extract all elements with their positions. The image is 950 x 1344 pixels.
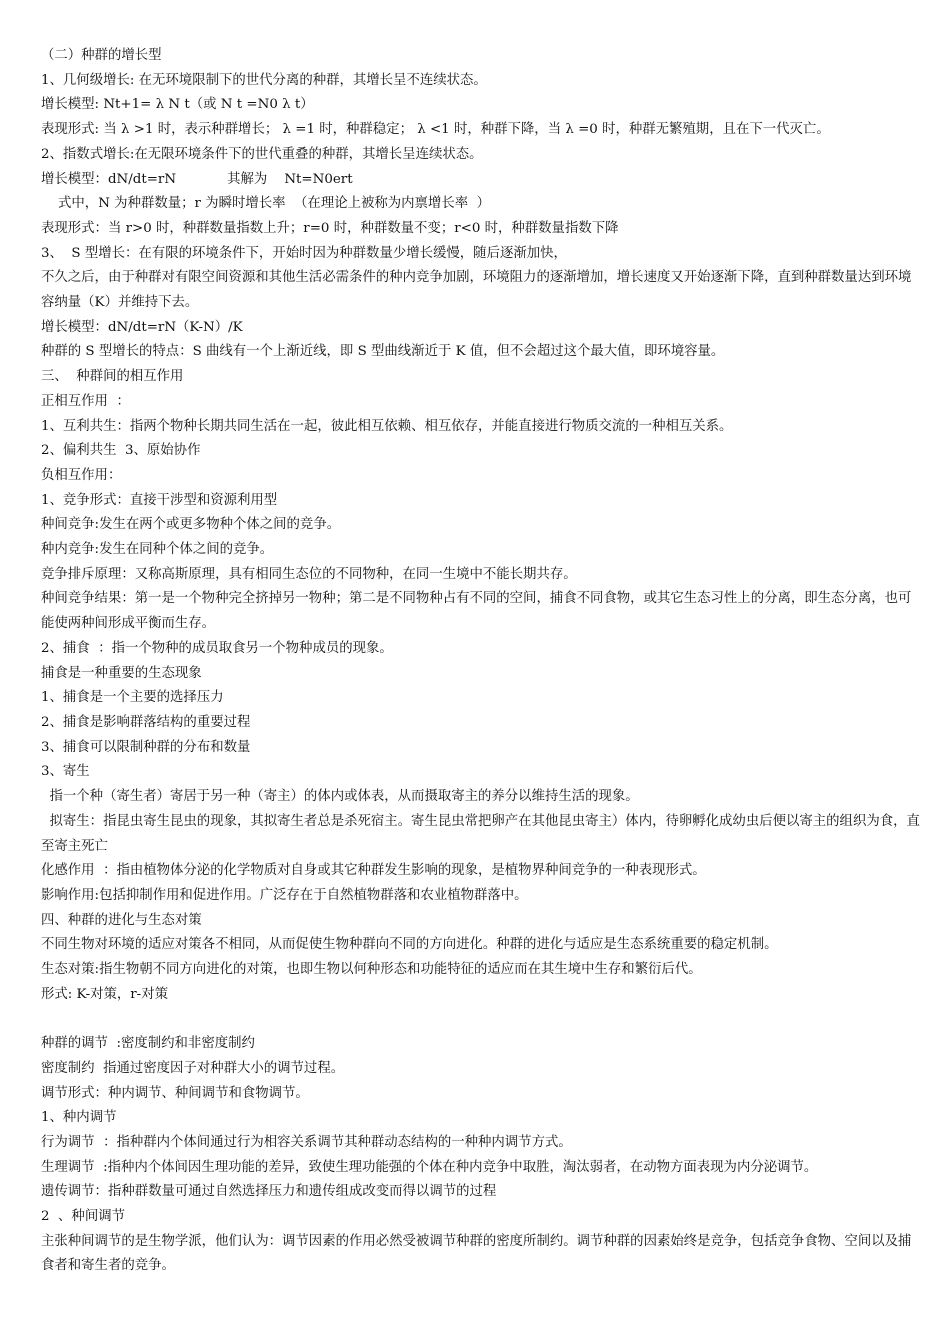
paragraph-commensalism: 2、偏利共生 3、原始协作: [41, 443, 201, 459]
paragraph-biological-school: 主张种间调节的是生物学派，他们认为：调节因素的作用必然受被调节种群的密度所制约。调节种群的因素始终是竞争，包括竞争食物、空间以及捕食者和寄生者的竞争。: [41, 1233, 912, 1274]
paragraph-mutualism: 1、互利共生：指两个物种长期共同生活在一起，彼此相互依赖、相互依存，并能直接进行物质交流的一种相互关系。: [41, 418, 733, 434]
paragraph-interspecific-competition: 种间竞争:发生在两个或更多物种个体之间的竞争。: [41, 517, 341, 533]
section-heading-evolution-strategies: 四、种群的进化与生态对策: [41, 912, 202, 928]
paragraph-exponential-growth: 2、指数式增长:在无限环境条件下的世代重叠的种群，其增长呈连续状态。: [41, 146, 483, 162]
paragraph-predation: 2、捕食 ：指一个物种的成员取食另一个物种成员的现象。: [41, 640, 393, 656]
paragraph-predation-importance: 捕食是一种重要的生态现象: [41, 665, 202, 681]
paragraph-geometric-model: 增长模型: Nt+1= λ N t（或 N t =N0 λ t）: [41, 97, 314, 113]
paragraph-regulation-forms: 调节形式：种内调节、种间调节和食物调节。: [41, 1085, 309, 1101]
paragraph-s-growth-continued: 不久之后，由于种群对有限空间资源和其他生活必需条件的种内竞争加剧，环境阻力的逐渐增加，增长速度又开始逐渐下降，直到种群数量达到环境容纳量（K）并维持下去。: [41, 270, 912, 311]
paragraph-exponential-variables: 式中，N 为种群数量；r 为瞬时增长率 （在理论上被称为内禀增长率 ）: [41, 196, 491, 212]
paragraph-logistic-model: 增长模型：dN/dt=rN（K-N）/K: [41, 319, 243, 335]
subheading-negative-interactions: 负相互作用：: [41, 467, 122, 483]
section-heading-interactions: 三、 种群间的相互作用: [41, 369, 184, 385]
paragraph-allelopathy-effects: 影响作用:包括抑制作用和促进作用。广泛存在于自然植物群落和农业植物群落中。: [41, 887, 528, 903]
paragraph-parasitoidism: 拟寄生：指昆虫寄生昆虫的现象，其拟寄生者总是杀死宿主。寄生昆虫常把卵产在其他昆虫寄主）体内，待卵孵化成幼虫后便以寄主的组织为食，直至寄主死亡: [41, 813, 920, 854]
paragraph-behavioral-regulation: 行为调节 ：指种群内个体间通过行为相容关系调节其种群动态结构的一种种内调节方式。: [41, 1134, 572, 1150]
list-item-predation-1: 1、捕食是一个主要的选择压力: [41, 690, 224, 706]
paragraph-intraspecific-competition: 种内竞争:发生在同种个体之间的竞争。: [41, 542, 274, 558]
list-item-predation-2: 2、捕食是影响群落结构的重要过程: [41, 714, 251, 730]
list-item-predation-3: 3、捕食可以限制种群的分布和数量: [41, 739, 251, 755]
paragraph-s-growth: 3、 S 型增长：在有限的环境条件下，开始时因为种群数量少增长缓慢，随后逐渐加快，: [41, 245, 567, 261]
paragraph-competitive-exclusion: 竞争排斥原理：又称高斯原理，具有相同生态位的不同物种，在同一生境中不能长期共存。: [41, 566, 577, 582]
paragraph-competition-forms: 1、竞争形式：直接干涉型和资源利用型: [41, 492, 278, 508]
paragraph-exponential-forms: 表现形式：当 r>0 时，种群数量指数上升；r=0 时，种群数量不变；r<0 时，种群数量指数下降: [41, 220, 619, 236]
paragraph-geometric-growth: 1、几何级增长: 在无环境限制下的世代分离的种群，其增长呈不连续状态。: [41, 72, 487, 88]
paragraph-exponential-model: 增长模型：dN/dt=rN 其解为 Nt=N0ert: [41, 171, 353, 187]
subheading-parasitism: 3、寄生: [41, 764, 90, 780]
paragraph-adaptation-strategies: 不同生物对环境的适应对策各不相同，从而促使生物种群向不同的方向进化。种群的进化与适应是生态系统重要的稳定机制。: [41, 937, 778, 953]
paragraph-genetic-regulation: 遗传调节：指种群数量可通过自然选择压力和遗传组成改变而得以调节的过程: [41, 1184, 497, 1200]
paragraph-strategy-forms: 形式: K-对策，r-对策: [41, 986, 168, 1002]
subheading-interspecific-regulation: 2 、种间调节: [41, 1209, 125, 1225]
paragraph-competition-results: 种间竞争结果：第一是一个物种完全挤掉另一物种；第二是不同物种占有不同的空间，捕食不同食物，或其它生态习性上的分离，即生态分离，也可能使两种间形成平衡而生存。: [41, 591, 912, 632]
paragraph-geometric-forms: 表现形式: 当 λ >1 时，表示种群增长； λ =1 时，种群稳定； λ <1 时，种群下降，当 λ =0 时，种群无繁殖期，且在下一代灭亡。: [41, 122, 830, 138]
paragraph-ecological-strategy: 生态对策:指生物朝不同方向进化的对策，也即生物以何种形态和功能特征的适应而在其生境中生存和繁衍后代。: [41, 962, 702, 978]
paragraph-s-growth-features: 种群的 S 型增长的特点：S 曲线有一个上渐近线，即 S 型曲线渐近于 K 值，但不会超过这个最大值，即环境容量。: [41, 344, 725, 360]
subheading-intraspecific-regulation: 1、种内调节: [41, 1110, 117, 1126]
section-heading-growth-types: （二）种群的增长型: [41, 48, 162, 63]
paragraph-density-dependence: 密度制约 指通过密度因子对种群大小的调节过程。: [41, 1060, 345, 1076]
paragraph-parasitism-definition: 指一个种（寄生者）寄居于另一种（寄主）的体内或体表，从而摄取寄主的养分以维持生活的现象。: [41, 789, 639, 805]
paragraph-population-regulation: 种群的调节 :密度制约和非密度制约: [41, 1036, 255, 1052]
paragraph-physiological-regulation: 生理调节 :指种内个体间因生理功能的差异，致使生理功能强的个体在种内竞争中取胜，淘汰弱者，在动物方面表现为内分泌调节。: [41, 1159, 818, 1175]
paragraph-allelopathy: 化感作用 ：指由植物体分泌的化学物质对自身或其它种群发生影响的现象，是植物界种间竞争的一种表现形式。: [41, 863, 706, 879]
subheading-positive-interactions: 正相互作用 ：: [41, 393, 130, 409]
blank-line: [41, 1007, 920, 1032]
